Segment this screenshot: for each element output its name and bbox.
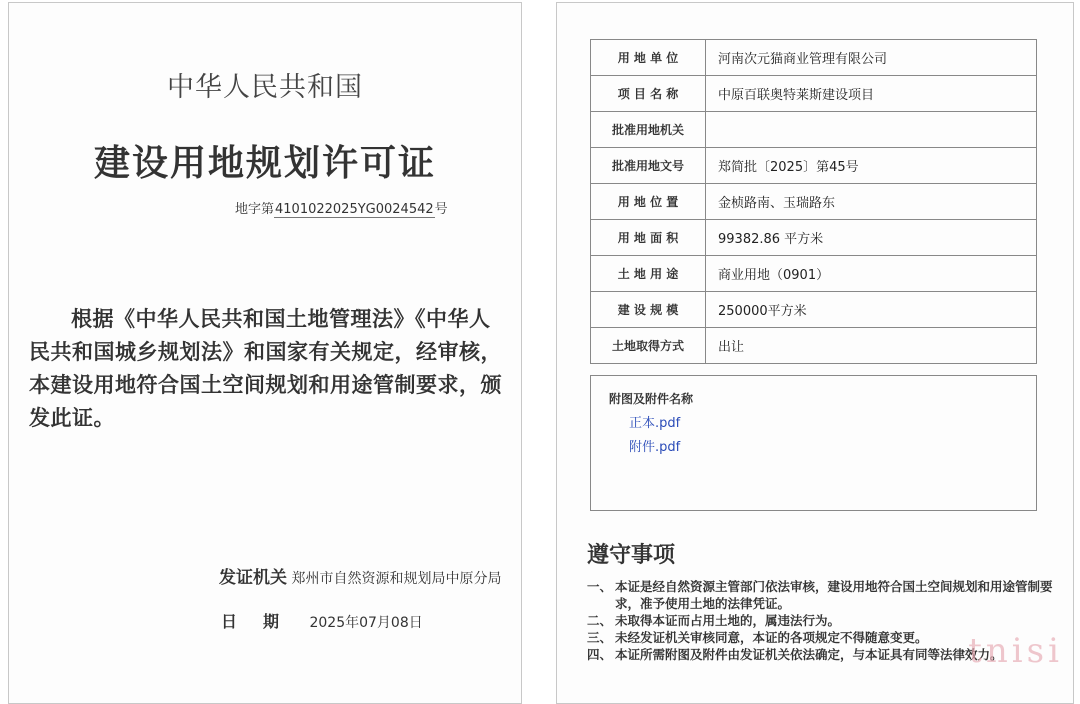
table-row <box>591 256 1037 292</box>
table-row <box>591 112 1037 148</box>
table-row-label: 建 设 规 模 <box>591 292 706 328</box>
attachments-box <box>590 375 1037 511</box>
certificate-detail-page <box>556 2 1074 704</box>
issuer-label: 发证机关 <box>219 568 287 588</box>
note-item <box>587 578 1067 612</box>
table-row <box>591 328 1037 364</box>
table-row-label: 用 地 面 积 <box>591 220 706 256</box>
attachment-link-appendix[interactable]: 附件.pdf <box>629 440 681 455</box>
attachments-title: 附图及附件名称 <box>609 392 694 406</box>
land-info-table <box>590 39 1037 364</box>
table-row-value: 郑简批〔2025〕第45号 <box>706 148 1037 184</box>
date-value: 2025年07月08日 <box>309 615 423 631</box>
table-row-value: 出让 <box>706 328 1037 364</box>
table-row <box>591 148 1037 184</box>
note-number: 一、 <box>587 579 613 594</box>
table-row-value: 河南次元猫商业管理有限公司 <box>706 40 1037 76</box>
note-text: 本证是经自然资源主管部门依法审核，建设用地符合国土空间规划和用途管制要求，准予使用土地的法律凭证。 <box>615 579 1053 611</box>
note-text: 本证所需附图及附件由发证机关依法确定，与本证具有同等法律效力。 <box>615 647 1003 662</box>
table-row <box>591 76 1037 112</box>
table-row <box>591 40 1037 76</box>
table-row <box>591 184 1037 220</box>
table-row-label: 批准用地文号 <box>591 148 706 184</box>
table-row-label: 批准用地机关 <box>591 112 706 148</box>
table-row-value: 商业用地（0901） <box>706 256 1037 292</box>
note-number: 四、 <box>587 647 613 662</box>
table-row-value <box>706 112 1037 148</box>
table-row <box>591 292 1037 328</box>
table-row-label: 用 地 单 位 <box>591 40 706 76</box>
attachment-link-original[interactable]: 正本.pdf <box>629 416 681 431</box>
country-name: 中华人民共和国 <box>167 72 363 103</box>
note-number: 三、 <box>587 630 613 645</box>
watermark: tnisi <box>968 631 1063 671</box>
issue-date <box>221 609 423 632</box>
table-row-value: 99382.86 平方米 <box>706 220 1037 256</box>
note-item <box>587 612 1067 629</box>
issuer-value: 郑州市自然资源和规划局中原分局 <box>291 571 502 587</box>
cert-no-suffix: 号 <box>434 202 448 217</box>
certificate-title: 建设用地规划许可证 <box>93 143 436 184</box>
table-row-label: 项 目 名 称 <box>591 76 706 112</box>
notes-title: 遵守事项 <box>587 543 676 568</box>
table-row-value: 250000平方米 <box>706 292 1037 328</box>
cert-no-value: 4101022025YG0024542 <box>275 202 434 217</box>
note-text: 未经发证机关审核同意，本证的各项规定不得随意变更。 <box>615 630 928 645</box>
note-number: 二、 <box>587 613 613 628</box>
certificate-front-page <box>8 2 522 704</box>
certificate-statement: 根据《中华人民共和国土地管理法》《中华人民共和国城乡规划法》和国家有关规定，经审核，本建设用地符合国土空间规划和用途管制要求，颁发此证。 <box>29 307 502 430</box>
table-row-value: 金桢路南、玉瑞路东 <box>706 184 1037 220</box>
table-row-label: 用 地 位 置 <box>591 184 706 220</box>
issuing-authority <box>219 563 501 588</box>
date-label: 日期 <box>221 612 306 631</box>
table-row <box>591 220 1037 256</box>
note-text: 未取得本证而占用土地的，属违法行为。 <box>615 613 841 628</box>
table-row-label: 土 地 用 途 <box>591 256 706 292</box>
table-row-label: 土地取得方式 <box>591 328 706 364</box>
cert-no-prefix: 地字第 <box>235 202 275 217</box>
certificate-number <box>235 198 448 217</box>
table-row-value: 中原百联奥特莱斯建设项目 <box>706 76 1037 112</box>
